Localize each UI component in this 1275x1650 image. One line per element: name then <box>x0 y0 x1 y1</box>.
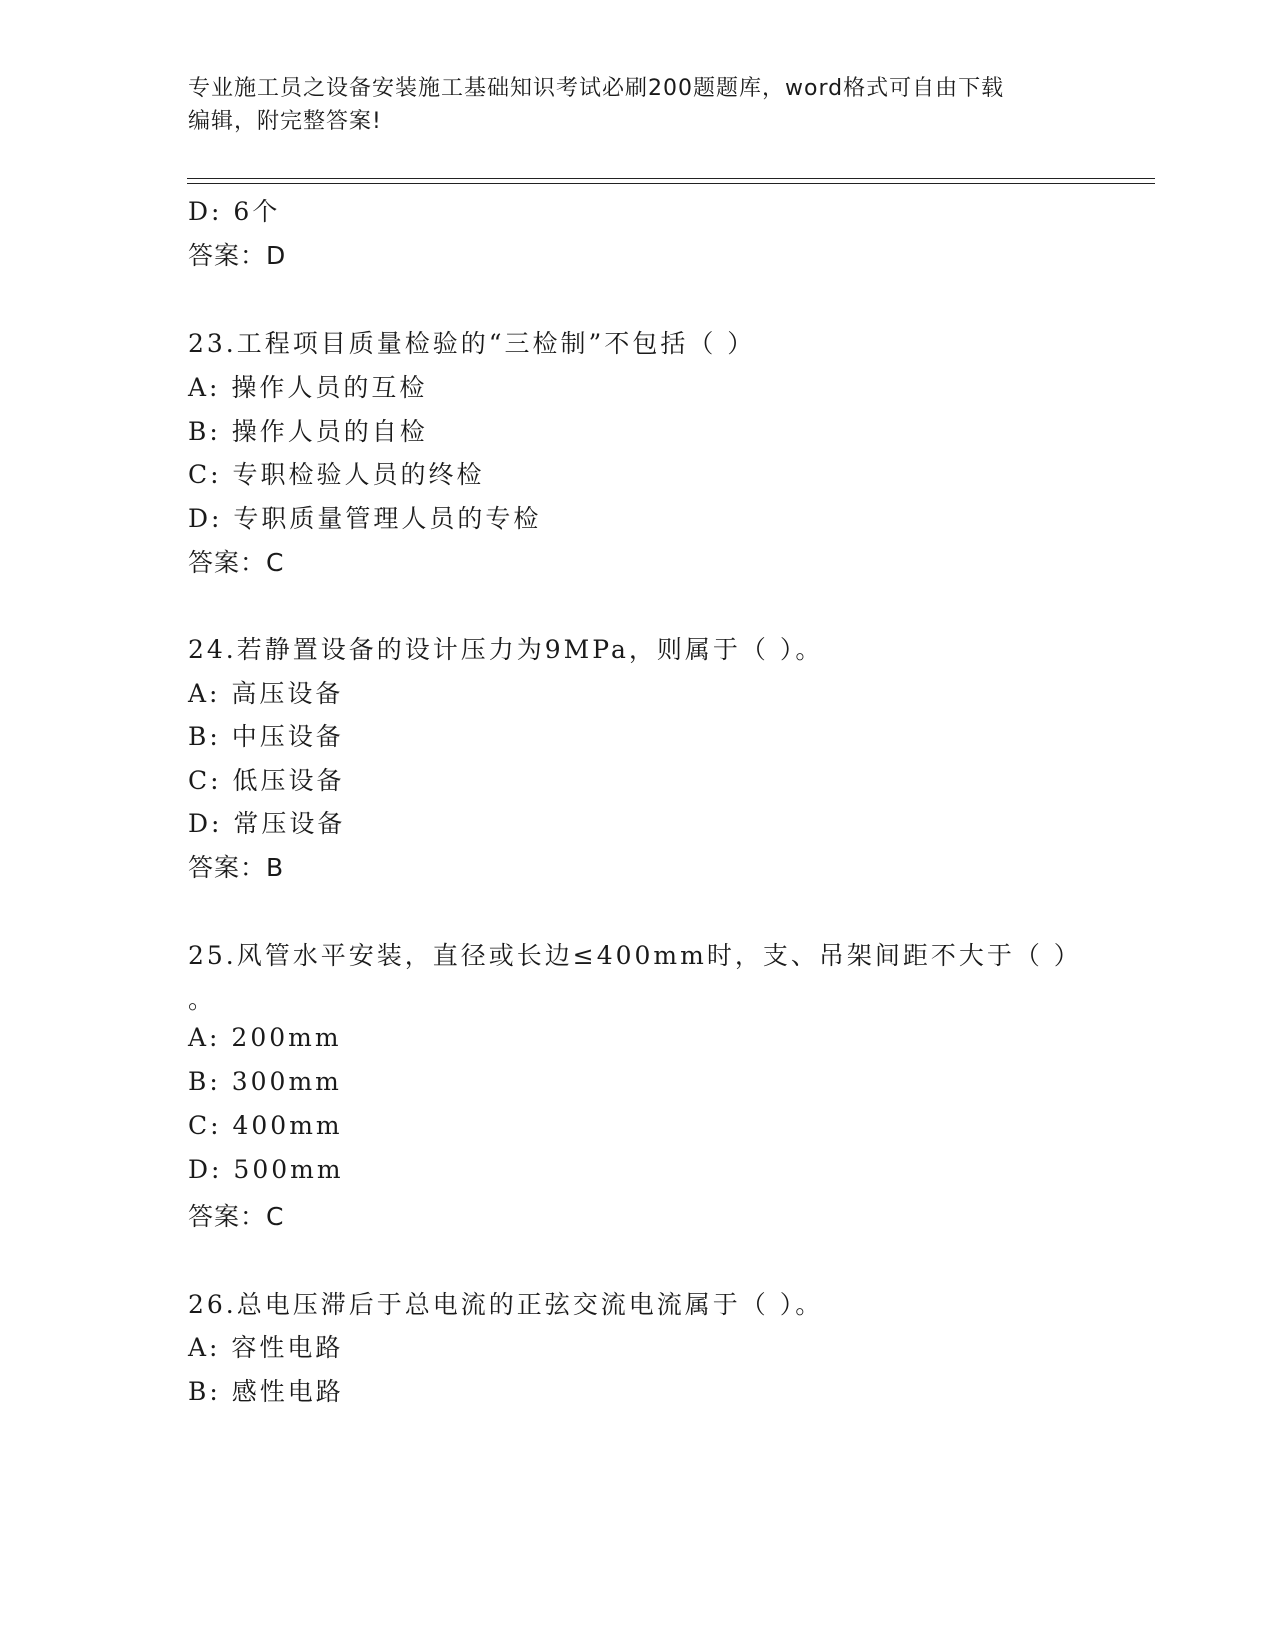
prev-question-answer: 答案：D <box>188 241 287 270</box>
question-24-answer: 答案：B <box>188 853 285 882</box>
question-23-option-d: D: 专职质量管理人员的专检 <box>188 504 542 533</box>
question-23-answer: 答案：C <box>188 548 285 577</box>
question-25-text-continuation: 。 <box>188 985 217 1014</box>
question-25-text: 25.风管水平安装，直径或长边≤400mm时，支、吊架间距不大于（ ） <box>188 941 1082 970</box>
question-24-text: 24.若静置设备的设计压力为9MPa，则属于（ ）。 <box>188 635 824 664</box>
question-25-option-c: C: 400mm <box>188 1111 343 1140</box>
question-26-text: 26.总电压滞后于总电流的正弦交流电流属于（ ）。 <box>188 1290 824 1319</box>
question-26-option-b: B: 感性电路 <box>188 1377 344 1406</box>
question-23-option-c: C: 专职检验人员的终检 <box>188 460 485 489</box>
header-title-line-2: 编辑，附完整答案! <box>188 109 382 134</box>
question-24-option-a: A: 高压设备 <box>188 679 344 708</box>
question-25-option-a: A: 200mm <box>188 1023 342 1052</box>
question-23-option-a: A: 操作人员的互检 <box>188 373 428 402</box>
question-24-option-c: C: 低压设备 <box>188 766 345 795</box>
header-title-line-1: 专业施工员之设备安装施工基础知识考试必刷200题题库，word格式可自由下载 <box>188 76 1005 101</box>
question-26-option-a: A: 容性电路 <box>188 1333 344 1362</box>
question-23-option-b: B: 操作人员的自检 <box>188 417 428 446</box>
document-header <box>188 72 1068 138</box>
question-25-option-d: D: 500mm <box>188 1155 344 1184</box>
question-25-option-b: B: 300mm <box>188 1067 342 1096</box>
header-divider-top <box>187 178 1155 179</box>
prev-question-option-d: D: 6个 <box>188 197 281 226</box>
question-24-option-b: B: 中压设备 <box>188 722 344 751</box>
question-25-answer: 答案：C <box>188 1202 285 1231</box>
question-23-text: 23.工程项目质量检验的“三检制”不包括（ ） <box>188 329 756 358</box>
question-24-option-d: D: 常压设备 <box>188 809 346 838</box>
header-divider-bottom <box>187 183 1155 184</box>
